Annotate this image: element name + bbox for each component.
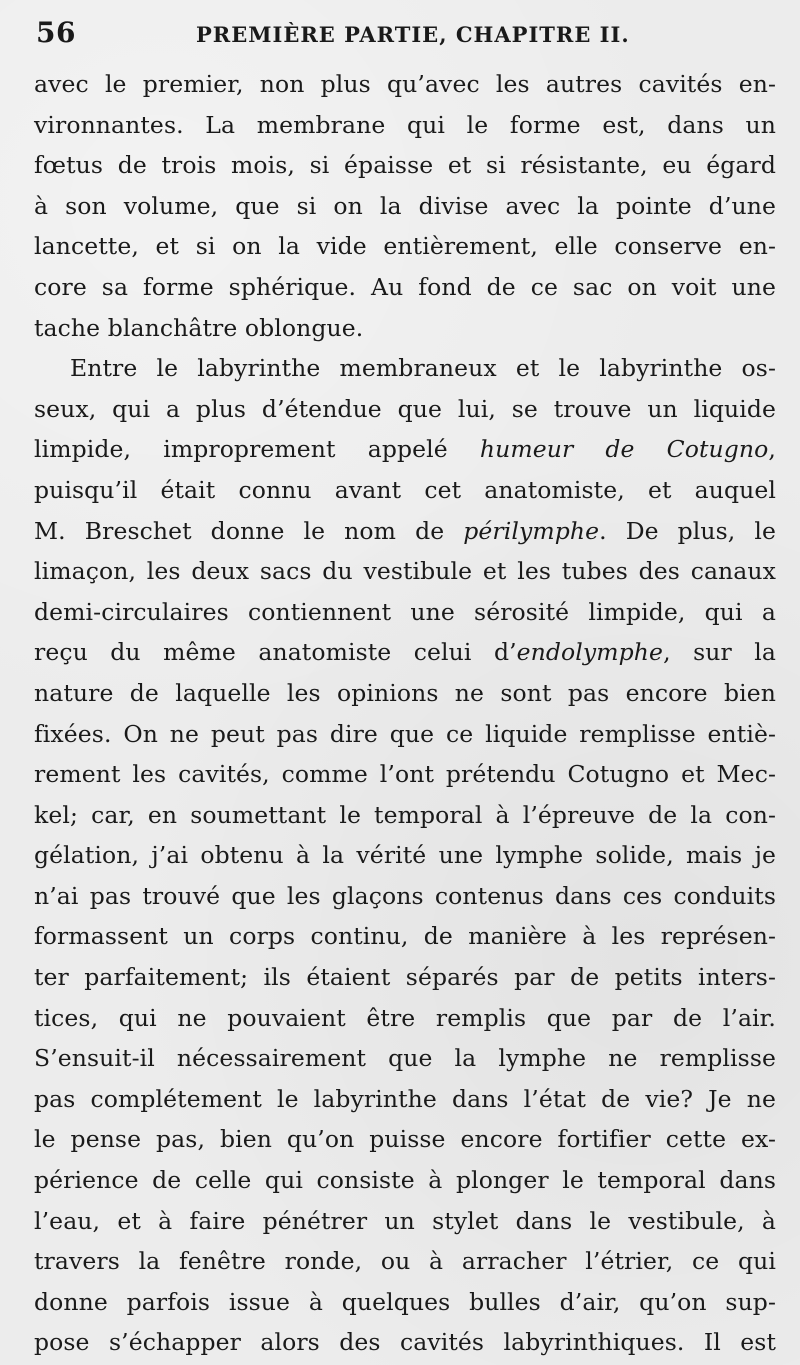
text-line: donne parfois issue à quelques bulles d’air, qu’on sup- [34,1287,776,1316]
text-line: limaçon, les deux sacs du vestibule et les tubes des canaux [34,557,776,586]
text-run: limpide, improprement appelé [34,435,480,464]
text-line: travers la fenêtre ronde, ou à arracher l’étrier, ce qui [34,1247,776,1276]
text-line: avec le premier, non plus qu’avec les autres cavités en- [34,70,776,98]
text-line: seux, qui a plus d’étendue que lui, se trouve un liquide [34,394,776,423]
text-line: n’ai pas trouvé que les glaçons contenus dans ces conduits [34,881,776,910]
text-line: périence de celle qui consiste à plonger le temporal dans [34,1166,776,1195]
text-line: fixées. On ne peut pas dire que ce liquide remplisse entiè- [34,719,776,748]
text-line: fœtus de trois mois, si épaisse et si résistante, eu égard [34,151,776,180]
text-line [34,632,776,673]
text-line: le pense pas, bien qu’on puisse encore fortifier cette ex- [34,1125,776,1154]
italic-term: humeur de Cotugno [479,435,769,464]
text-line: à son volume, que si on la divise avec la pointe d’une [34,191,776,220]
text-line: l’eau, et à faire pénétrer un stylet dans le vestibule, à [34,1206,776,1235]
text-line: gélation, j’ai obtenu à la vérité une lymphe solide, mais je [34,841,776,870]
text-line: rement les cavités, comme l’ont prétendu Cotugno et Mec- [34,760,776,789]
text-run: , [768,435,776,464]
text-line: pose s’échapper alors des cavités labyrinthiques. Il est [34,1328,776,1357]
body-text [34,64,776,1363]
text-line: vironnantes. La membrane qui le forme est, dans un [34,110,776,139]
text-line: Entre le labyrinthe membraneux et le labyrinthe os- [70,354,776,383]
paragraph [34,64,776,348]
text-line: S’ensuit-il nécessairement que la lymphe ne remplisse [34,1044,776,1073]
italic-term: endolymphe [516,638,664,667]
italic-term: périlymphe [463,516,600,545]
text-run: reçu du même anatomiste celui d’ [34,638,517,667]
text-line: core sa forme sphérique. Au fond de ce sac on voit une [34,272,776,301]
text-line: tices, qui ne pouvaient être remplis que par de l’air. [34,1003,776,1032]
text-line: nature de laquelle les opinions ne sont pas encore bien [34,678,776,707]
text-line: tache blanchâtre oblongue. [34,313,364,342]
text-line: puisqu’il était connu avant cet anatomiste, et auquel [34,475,776,504]
text-line: pas complétement le labyrinthe dans l’état de vie? Je ne [34,1084,776,1113]
text-line: demi-circulaires contiennent une sérosité limpide, qui a [34,597,776,626]
text-line [34,429,776,470]
page-number: 56 [36,16,76,49]
page-header [36,16,774,56]
text-run: , sur la [663,638,776,667]
text-run: M. Breschet donne le nom de [34,516,464,545]
text-line [34,511,776,552]
text-line: lancette, et si on la vide entièrement, elle conserve en- [34,232,776,261]
text-run: . De plus, le [599,516,777,545]
text-line: ter parfaitement; ils étaient séparés par de petits inters- [34,963,776,992]
text-line: formassent un corps continu, de manière à les représen- [34,922,776,951]
running-head: PREMIÈRE PARTIE, CHAPITRE II. [196,22,630,47]
text-line: kel; car, en soumettant le temporal à l’épreuve de la con- [34,800,776,829]
paragraph [34,348,776,1363]
